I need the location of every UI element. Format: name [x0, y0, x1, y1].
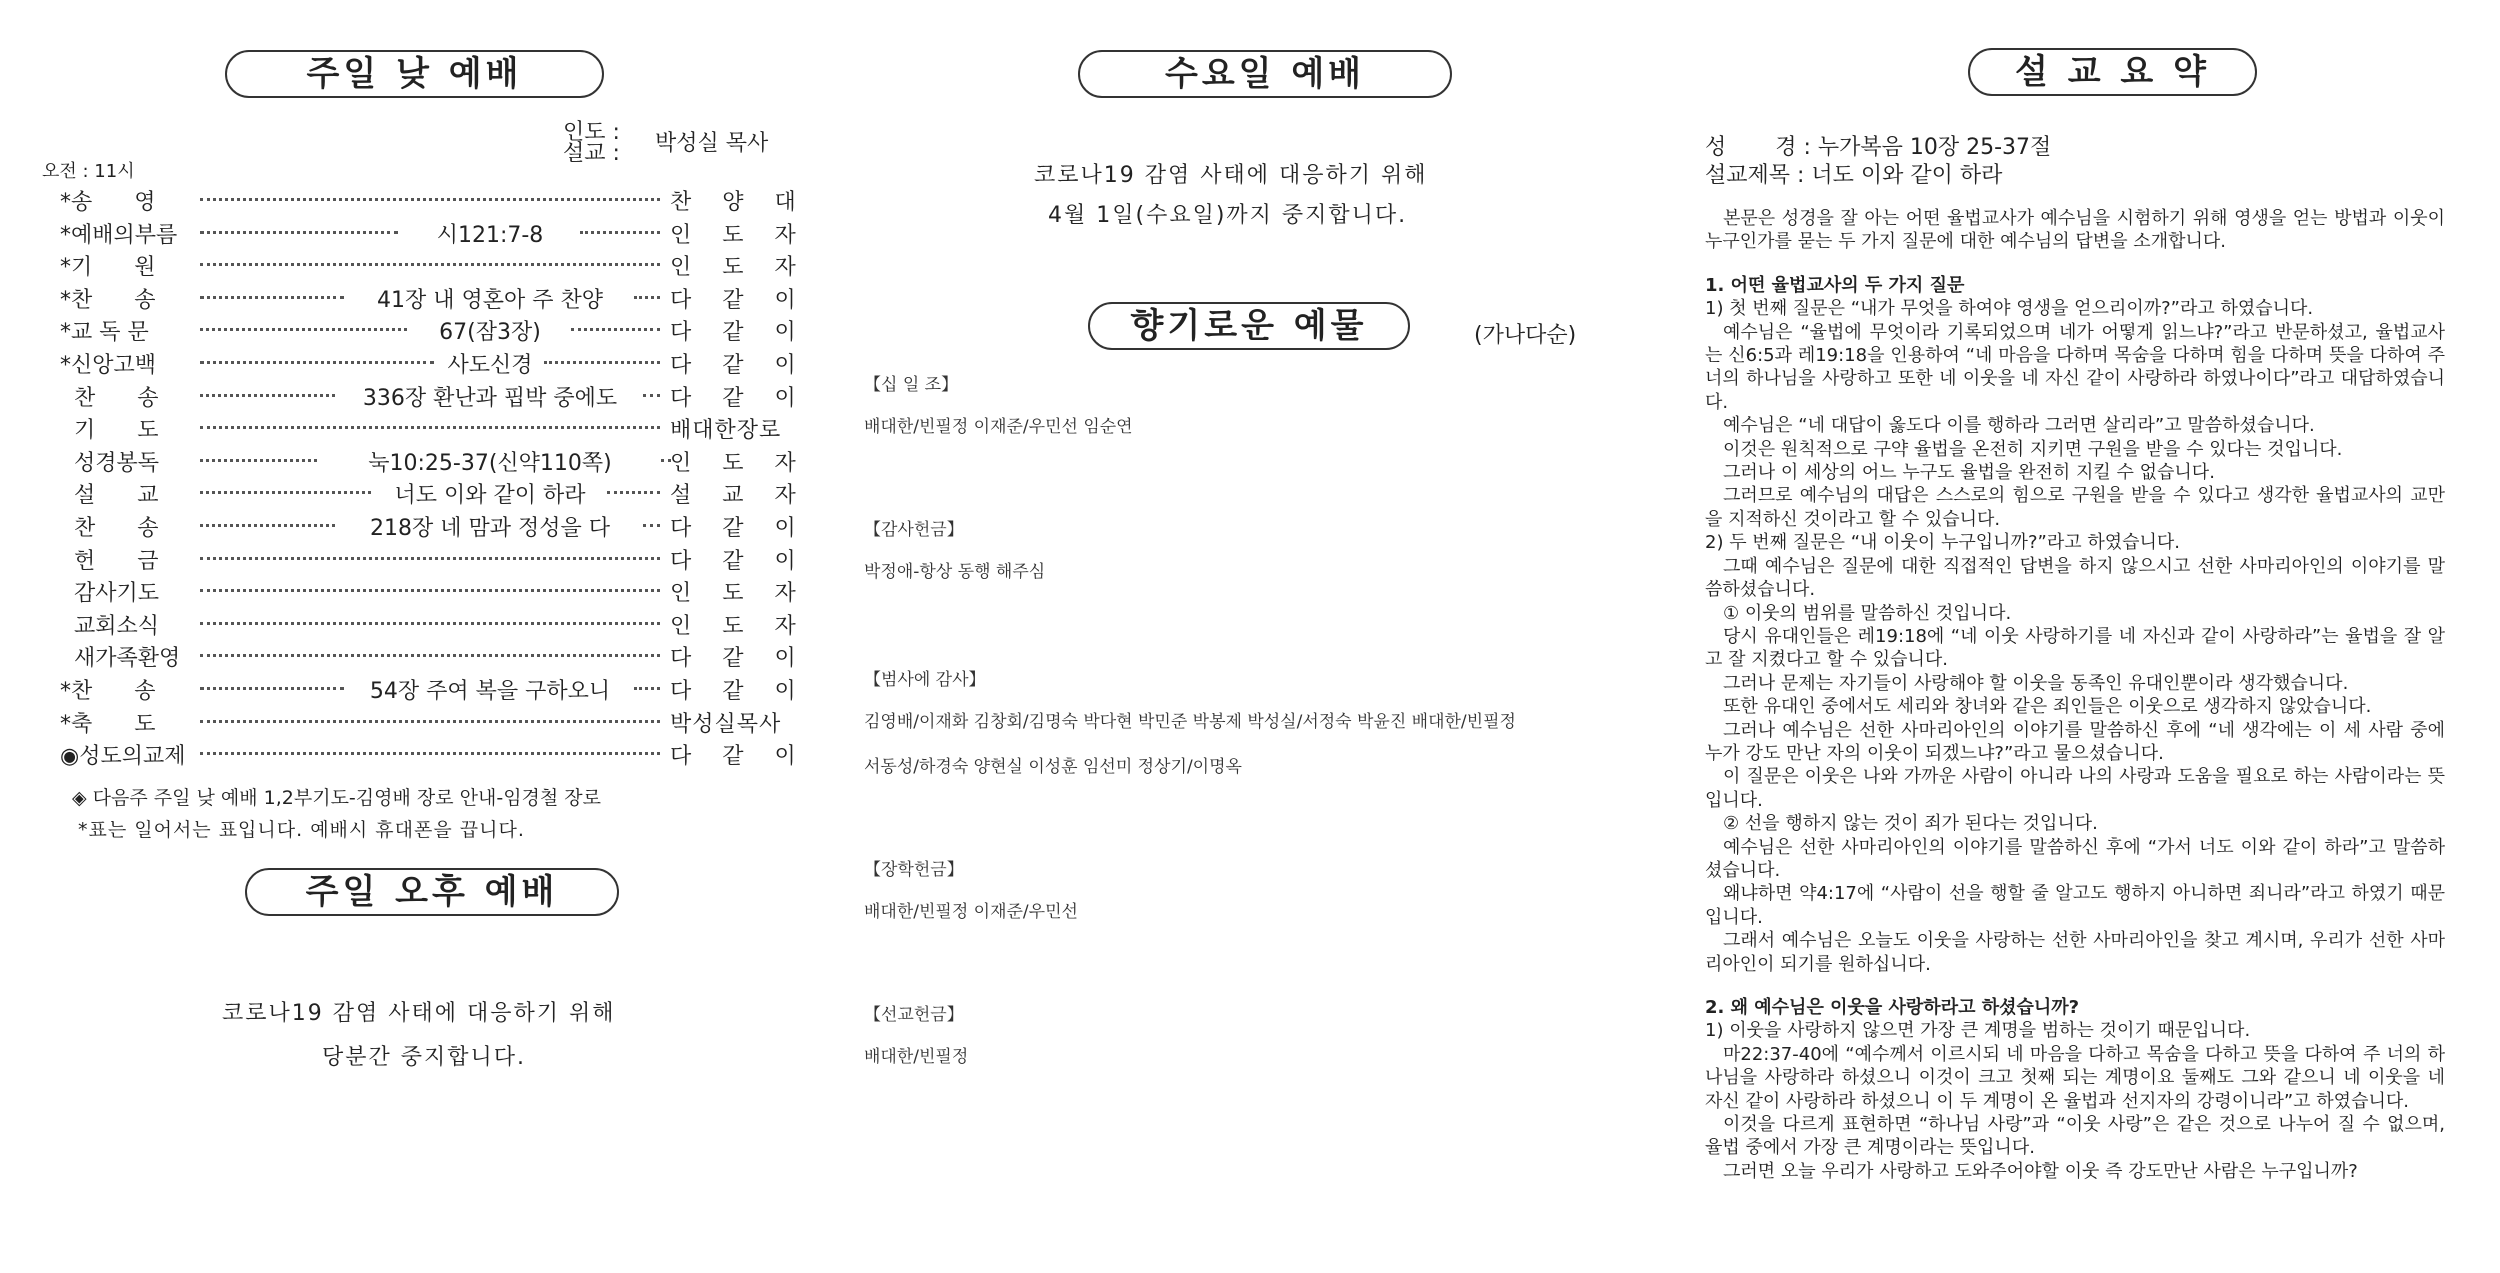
order-detail: 눅10:25-37(신약110쪽) — [368, 450, 612, 476]
order-label: *찬 송 — [60, 679, 156, 704]
order-detail: 사도신경 — [447, 353, 533, 378]
sermon-summary-title: 설 교 요 약 — [1968, 48, 2257, 96]
order-leader: 다 같 이 — [670, 516, 808, 541]
order-row — [60, 381, 860, 413]
offering-category: 【장학헌금】 — [864, 860, 964, 880]
order-row — [60, 576, 860, 608]
leader-dots — [200, 720, 660, 723]
sermon-body — [1705, 207, 2445, 1183]
leader-dots — [200, 426, 660, 429]
offering-names: 서동성/하경숙 양현실 이성훈 임선미 정상기/이명옥 — [864, 757, 1242, 777]
leader-dots — [634, 296, 660, 299]
offering-names: 배대한/빈필정 이재준/우민선 임순연 — [864, 417, 1133, 437]
order-leader: 인 도 자 — [670, 450, 808, 476]
wednesday-line-2: 4월 1일(수요일)까지 중지합니다. — [1048, 203, 1408, 228]
order-row — [60, 707, 860, 739]
order-leader: 배대한장로 — [670, 418, 782, 444]
sunday-afternoon-title: 주일 오후 예배 — [245, 868, 619, 916]
order-detail: 시121:7-8 — [436, 222, 544, 248]
order-leader: 다 같 이 — [670, 320, 808, 346]
leader-dots — [200, 589, 660, 592]
offering-names: 배대한/빈필정 이재준/우민선 — [864, 902, 1078, 922]
sermon-paragraph: 이 질문은 이웃은 나와 가까운 사람이 아니라 나의 사랑과 도움을 필요로 하는 사람이라는 뜻입니다. — [1705, 766, 2445, 811]
leader-dots — [643, 524, 660, 527]
order-row — [60, 315, 860, 347]
sermon-paragraph: 2) 두 번째 질문은 “내 이웃이 누구입니까?”라고 하였습니다. — [1705, 532, 2180, 554]
pastor-name: 박성실 목사 — [655, 131, 769, 156]
order-label: *축 도 — [60, 711, 156, 737]
afternoon-line-1: 코로나19 감염 사태에 대응하기 위해 — [222, 1001, 616, 1026]
sermon-paragraph: 1) 이웃을 사랑하지 않으면 가장 큰 계명을 범하는 것이기 때문입니다. — [1705, 1020, 2251, 1042]
order-leader: 다 같 이 — [670, 744, 808, 770]
sermon-paragraph: 예수님은 선한 사마리아인의 이야기를 말씀하신 후에 “가서 너도 이와 같이 하라”고 말씀하셨습니다. — [1705, 836, 2445, 881]
sermon-paragraph: 왜냐하면 약4:17에 “사람이 선을 행할 줄 알고도 행하지 아니하면 죄니라”라고 하였기 때문입니다. — [1705, 883, 2445, 928]
leader-dots — [607, 491, 660, 494]
sermon-paragraph: 또한 유대인 중에서도 세리와 창녀와 같은 죄인들은 이웃으로 생각하지 않았습니다. — [1723, 696, 2372, 718]
sermon-paragraph: 그러나 이 세상의 어느 누구도 율법을 완전히 지킬 수 없습니다. — [1723, 462, 2215, 484]
sermon-paragraph: 이것은 원칙적으로 구약 율법을 온전히 지키면 구원을 받을 수 있다는 것입니다. — [1723, 438, 2343, 460]
order-label: 찬 송 — [60, 516, 159, 541]
leader-dots — [661, 459, 671, 462]
order-leader: 인 도 자 — [670, 222, 808, 248]
leader-dots — [571, 328, 660, 331]
order-leader: 찬 양 대 — [670, 190, 808, 215]
leader-dots — [200, 557, 660, 560]
order-label: 기 도 — [60, 418, 159, 444]
order-row — [60, 609, 860, 641]
leader-dots — [200, 524, 335, 527]
order-row — [60, 250, 860, 282]
order-label: 감사기도 — [60, 581, 159, 607]
sermon-paragraph: 이것을 다르게 표현하면 “하나님 사랑”과 “이웃 사랑”은 같은 것으로 나누어 질 수 없으며, 율법 중에서 가장 큰 계명이라는 뜻입니다. — [1705, 1114, 2445, 1159]
order-label: 헌 금 — [60, 548, 159, 574]
order-label: 성경봉독 — [60, 450, 159, 476]
order-label: *교 독 문 — [60, 320, 149, 346]
order-of-worship — [60, 185, 860, 785]
leader-dots — [200, 654, 660, 657]
leader-label: 인도 : — [563, 120, 620, 145]
sermon-paragraph: ② 선을 행하지 않는 것이 죄가 된다는 것입니다. — [1723, 813, 2098, 835]
leader-dots — [200, 491, 371, 494]
sermon-paragraph: 예수님은 “율법에 무엇이라 기록되었으며 네가 어떻게 읽느냐?”라고 반문하셨고, 율법교사는 신6:5과 레19:18을 인용하여 “네 마음을 다하며 목숨을 다하며 힘을 다하며 뜻을 다하여 주 너의 하나님을 사랑하고 또한 네 이웃을 네 자신 같이 사랑하라 하였나이다”라고 대답하였습니다. — [1705, 321, 2445, 413]
preacher-label: 설교 : — [563, 141, 620, 166]
order-label: *송 영 — [60, 190, 156, 215]
order-row — [60, 674, 860, 706]
order-row — [60, 185, 860, 217]
offering-names: 김영배/이재화 김창회/김명숙 박다현 박민준 박봉제 박성실/서정숙 박윤진 배대한/빈필정 — [864, 712, 1516, 732]
order-detail: 218장 네 맘과 정성을 다 — [370, 516, 610, 541]
standing-note: *표는 일어서는 표입니다. 예배시 휴대폰을 끕니다. — [78, 819, 525, 841]
order-detail: 너도 이와 같이 하라 — [394, 483, 586, 509]
sermon-heading: 2. 왜 예수님은 이웃을 사랑하라고 하셨습니까? — [1705, 997, 2080, 1018]
order-row — [60, 446, 860, 478]
leader-dots — [200, 263, 660, 266]
order-leader: 다 같 이 — [670, 287, 808, 313]
sermon-paragraph: 본문은 성경을 잘 아는 어떤 율법교사가 예수님을 시험하기 위해 영생을 얻는 방법과 이웃이 누구인가를 묻는 두 가지 질문에 대한 예수님의 답변을 소개합니다. — [1705, 208, 2445, 253]
wednesday-title: 수요일 예배 — [1078, 50, 1452, 98]
sermon-paragraph: 당시 유대인들은 레19:18에 “네 이웃 사랑하기를 네 자신과 같이 사랑하라”는 율법을 잘 알고 잘 지켰다고 할 수 있습니다. — [1705, 625, 2445, 671]
leader-dots — [580, 231, 660, 234]
order-detail: 336장 환난과 핍박 중에도 — [362, 385, 618, 411]
sermon-paragraph: 그러나 예수님은 선한 사마리아인의 이야기를 말씀하신 후에 “네 생각에는 이 세 사람 중에 누가 강도 만난 자의 이웃이 되겠느냐?”라고 물으셨습니다. — [1705, 719, 2445, 764]
sermon-paragraph: 1) 첫 번째 질문은 “내가 무엇을 하여야 영생을 얻으리이까?”라고 하였습니다. — [1705, 298, 2314, 320]
sermon-paragraph: 그래서 예수님은 오늘도 이웃을 사랑하는 선한 사마리아인을 찾고 계시며, 우리가 선한 사마리아인이 되기를 원하십니다. — [1705, 930, 2445, 975]
next-week-note: ◈ 다음주 주일 낮 예배 1,2부기도-김영배 장로 안내-임경철 장로 — [72, 787, 601, 809]
order-leader: 인 도 자 — [670, 581, 808, 607]
order-label: 찬 송 — [60, 385, 159, 411]
paragraph-gap — [1705, 254, 2445, 274]
order-row — [60, 413, 860, 445]
sermon-paragraph: 그러면 오늘 우리가 사랑하고 도와주어야할 이웃 즉 강도만난 사람은 누구입니까? — [1723, 1160, 2358, 1182]
offering-order-note: (가나다순) — [1474, 323, 1577, 348]
order-leader: 박성실목사 — [670, 711, 782, 737]
leader-dots — [200, 687, 344, 690]
offering-category: 【범사에 감사】 — [864, 670, 986, 690]
leader-dots — [200, 328, 407, 331]
service-time: 오전 : 11시 — [42, 161, 135, 182]
leader-dots — [634, 687, 660, 690]
sermon-paragraph: 마22:37-40에 “예수께서 이르시되 네 마음을 다하고 목숨을 다하고 뜻을 다하여 주 너의 하나님을 사랑하라 하셨으니 이것이 크고 첫째 되는 계명이요 둘째도 그와 같으니 네 이웃을 네 자신 같이 사랑하라 하셨으니 이 두 계명이 온 율법과 선지자의 강령이니라”고 하였습니다. — [1705, 1043, 2445, 1112]
order-leader: 다 같 이 — [670, 385, 808, 411]
order-leader: 다 같 이 — [670, 646, 808, 672]
sermon-paragraph: 그러므로 예수님의 대답은 스스로의 힘으로 구원을 받을 수 있다고 생각한 율법교사의 교만을 지적하신 것이라고 할 수 있습니다. — [1705, 485, 2445, 530]
order-leader: 다 같 이 — [670, 679, 808, 704]
order-detail: 41장 내 영혼아 주 찬양 — [377, 287, 603, 313]
order-label: ◉성도의교제 — [60, 744, 186, 770]
leader-dots — [200, 459, 317, 462]
offering-category: 【감사헌금】 — [864, 520, 964, 540]
sermon-paragraph: 그러나 문제는 자기들이 사랑해야 할 이웃을 동족인 유대인뿐이라 생각했습니다. — [1723, 672, 2349, 694]
order-leader: 인 도 자 — [670, 613, 808, 639]
leader-dots — [200, 231, 398, 234]
order-label: 교회소식 — [60, 613, 159, 639]
leader-dots — [643, 394, 660, 397]
order-leader: 설 교 자 — [670, 483, 808, 509]
leader-dots — [200, 752, 660, 755]
sermon-paragraph: 그때 예수님은 질문에 대한 직접적인 답변을 하지 않으시고 선한 사마리아인의 이야기를 말씀하셨습니다. — [1705, 555, 2445, 601]
order-label: *기 원 — [60, 255, 156, 281]
order-detail: 67(잠3장) — [439, 320, 541, 346]
sunday-morning-title: 주일 낮 예배 — [225, 50, 604, 98]
offering-category: 【십 일 조】 — [864, 375, 959, 395]
order-detail: 54장 주여 복을 구하오니 — [369, 679, 611, 704]
order-row — [60, 739, 860, 771]
offering-title: 향기로운 예물 — [1088, 302, 1410, 350]
order-row — [60, 348, 860, 380]
sermon-heading: 1. 어떤 율법교사의 두 가지 질문 — [1705, 274, 1965, 296]
leader-dots — [200, 296, 344, 299]
order-leader: 인 도 자 — [670, 255, 808, 281]
offering-names: 배대한/빈필정 — [864, 1047, 969, 1067]
order-row — [60, 544, 860, 576]
scripture-reference: 성 경 : 누가복음 10장 25-37절 — [1705, 135, 2052, 160]
order-leader: 다 같 이 — [670, 353, 808, 378]
order-row — [60, 283, 860, 315]
offering-category: 【선교헌금】 — [864, 1005, 964, 1025]
order-label: *찬 송 — [60, 287, 156, 313]
sermon-title: 설교제목 : 너도 이와 같이 하라 — [1705, 163, 2003, 188]
leader-dots — [200, 198, 660, 201]
order-label: *예배의부름 — [60, 222, 178, 248]
sermon-paragraph: ① 이웃의 범위를 말씀하신 것입니다. — [1723, 602, 2012, 624]
afternoon-line-2: 당분간 중지합니다. — [322, 1045, 527, 1070]
paragraph-gap — [1705, 976, 2445, 996]
leader-dots — [200, 394, 335, 397]
order-label: *신앙고백 — [60, 353, 157, 378]
leader-dots — [544, 361, 660, 364]
order-row — [60, 478, 860, 510]
leader-dots — [200, 622, 660, 625]
order-row — [60, 511, 860, 543]
sermon-paragraph: 예수님은 “네 대답이 옳도다 이를 행하라 그러면 살리라”고 말씀하셨습니다. — [1723, 415, 2315, 437]
order-leader: 다 같 이 — [670, 548, 808, 574]
order-label: 새가족환영 — [60, 646, 181, 672]
wednesday-line-1: 코로나19 감염 사태에 대응하기 위해 — [1034, 163, 1428, 188]
offering-names: 박정애-항상 동행 해주심 — [864, 562, 1046, 582]
leader-dots — [200, 361, 434, 364]
order-label: 설 교 — [60, 483, 159, 509]
order-row — [60, 218, 860, 250]
order-row — [60, 641, 860, 673]
